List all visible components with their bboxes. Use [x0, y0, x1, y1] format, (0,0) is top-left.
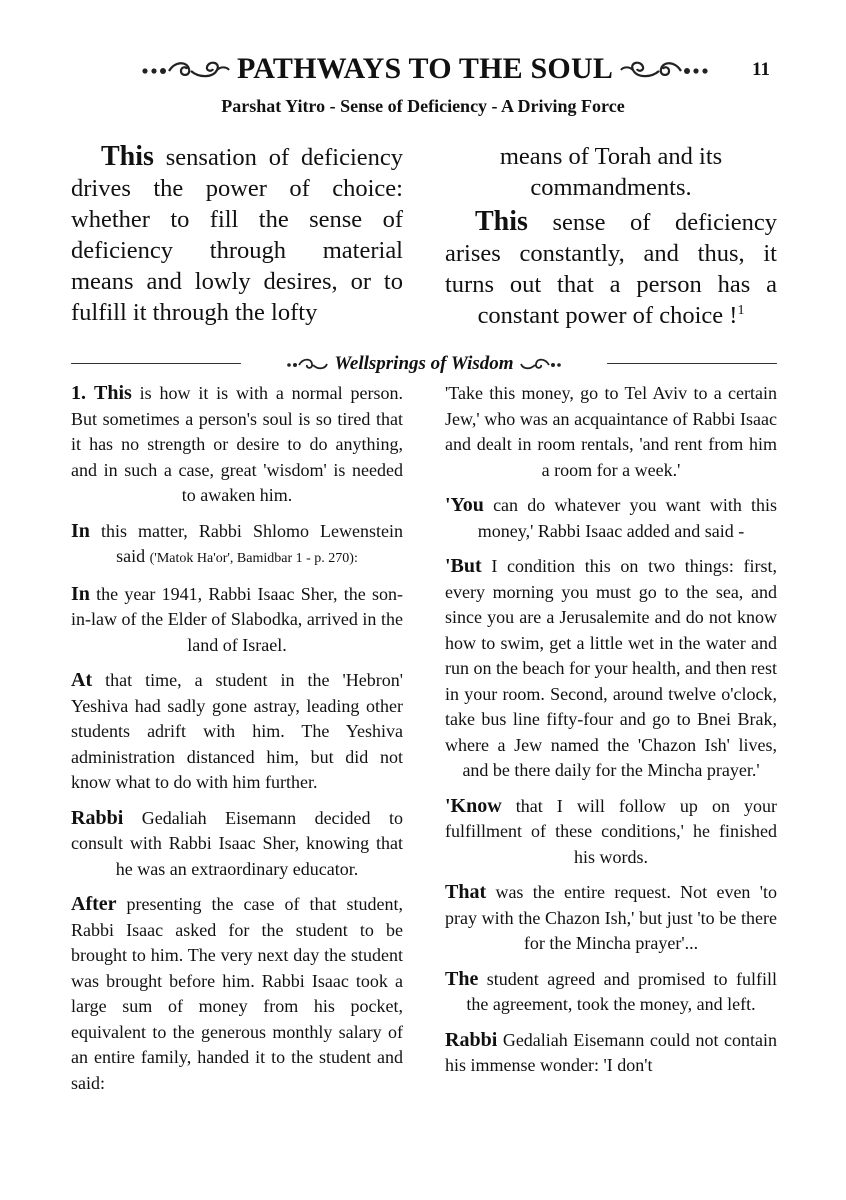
story-paragraph [445, 1028, 777, 1079]
intro-lead-word: This [101, 141, 154, 172]
story-paragraph [445, 554, 777, 784]
running-title: PATHWAYS TO THE SOUL [236, 52, 614, 85]
paragraph-lead: 'But [445, 555, 482, 577]
source-citation: ('Matok Ha'or', Bamidbar 1 - p. 270): [149, 551, 358, 566]
intro-text: sense of deficiency arises constantly, and thus, it turns out that a person has a constant power of choice ! [445, 209, 777, 329]
paragraph-lead: The [445, 967, 479, 990]
flourish-right-icon [519, 356, 563, 372]
paragraph-text: 'Take this money, go to Tel Aviv to a certain Jew,' who was an acquaintance of Rabbi Isaac and dealt in room rentals, 'and rent from him a room for a week.' [445, 383, 777, 480]
scroll-flourish-right-icon [619, 58, 711, 80]
title-row [130, 50, 720, 88]
story-left-column [71, 381, 403, 1106]
intro-paragraph-continued: means of Torah and its commandments. [499, 143, 723, 201]
story-right-column [445, 381, 777, 1089]
paragraph-text: I condition this on two things: first, every morning you must go to the sea, and since you are a Jerusalemite and do not know how to swim, get a little wet in the water and run on the beach for your health, and then rest in your room. Second, around twelve o'clock, take bus line fifty-four and go to Bnei Brak, where a Jew named the 'Chazon Ish' lives, and be there daily for the Mincha prayer.' [445, 556, 777, 780]
page-subtitle: Parshat Yitro - Sense of Deficiency - A Driving Force [221, 96, 625, 116]
story-paragraph [71, 381, 403, 509]
story-paragraph [445, 381, 777, 483]
paragraph-lead: That [445, 881, 487, 903]
story-paragraph [445, 880, 777, 957]
paragraph-lead: In [71, 519, 90, 542]
intro-left-column [71, 141, 403, 328]
paragraph-text: that time, a student in the 'Hebron' Yeshiva had sadly gone astray, leading other students adrift with him. The Yeshiva administration distanced him, but did not know what to do with him further. [71, 670, 403, 792]
paragraph-text: is how it is with a normal person. But sometimes a person's soul is so tired that it has no strength or desire to do anything, and in such a case, great 'wisdom' is needed to awaken him. [71, 383, 403, 505]
paragraph-text: student agreed and promised to fulfill the agreement, took the money, and left. [466, 968, 777, 1014]
paragraph-text: can do whatever you want with this money,' Rabbi Isaac added and said - [477, 495, 777, 541]
page-number: 11 [752, 59, 770, 80]
story-paragraph [445, 493, 777, 544]
paragraph-lead: In [71, 582, 90, 605]
paragraph-lead: At [71, 669, 93, 691]
paragraph-text: that I will follow up on your fulfillment of these conditions,' he finished his words. [445, 795, 777, 867]
paragraph-text: Gedaliah Eisemann decided to consult with Rabbi Isaac Sher, knowing that he was an extraordinary educator. [71, 807, 403, 879]
intro-right-column [445, 141, 777, 331]
paragraph-lead: 'You [445, 494, 484, 516]
divider-label-group [231, 352, 617, 376]
paragraph-text: was the entire request. Not even 'to pray with the Chazon Ish,' but just 'to be there for the Mincha prayer'... [445, 882, 777, 953]
story-paragraph [71, 519, 403, 572]
intro-lead-word: This [475, 206, 528, 237]
footnote-ref: 1 [737, 302, 745, 318]
paragraph-lead: 1. This [71, 382, 132, 404]
intro-text: sensation of deficiency drives the power of choice: whether to fill the sense of deficiency through material means and lowly desires, or to fulfill it through the lofty [71, 144, 403, 326]
paragraph-lead: Rabbi [71, 806, 124, 829]
paragraph-lead: After [71, 893, 117, 915]
flourish-left-icon [285, 356, 329, 372]
running-header [0, 50, 846, 90]
paragraph-text: Gedaliah Eisemann could not contain his immense wonder: 'I don't [445, 1029, 777, 1075]
intro-paragraph [71, 141, 403, 328]
story-paragraph [71, 806, 403, 883]
intro-paragraph [445, 206, 777, 331]
section-divider [71, 352, 777, 376]
story-paragraph [71, 582, 403, 659]
divider-rule-right [607, 363, 777, 364]
story-paragraph [71, 668, 403, 796]
section-label: Wellsprings of Wisdom [334, 353, 514, 374]
divider-rule-left [71, 363, 241, 364]
paragraph-lead: 'Know [445, 794, 502, 817]
story-paragraph [445, 967, 777, 1018]
paragraph-text: presenting the case of that student, Rabbi Isaac asked for the student to be brought to him. The very next day the student was brought before him. Rabbi Isaac took a large sum of money from his pocket, equivalent to the generous monthly salary of an entire family, handed it to the student and said: [71, 894, 403, 1093]
paragraph-lead: Rabbi [445, 1028, 498, 1051]
story-paragraph [71, 892, 403, 1096]
story-paragraph [445, 794, 777, 871]
scroll-flourish-left-icon [139, 58, 231, 80]
paragraph-text: this matter, Rabbi Shlomo Lewenstein said [89, 520, 403, 566]
paragraph-text: the year 1941, Rabbi Isaac Sher, the son-in-law of the Elder of Slabodka, arrived in the land of Israel. [71, 583, 403, 655]
